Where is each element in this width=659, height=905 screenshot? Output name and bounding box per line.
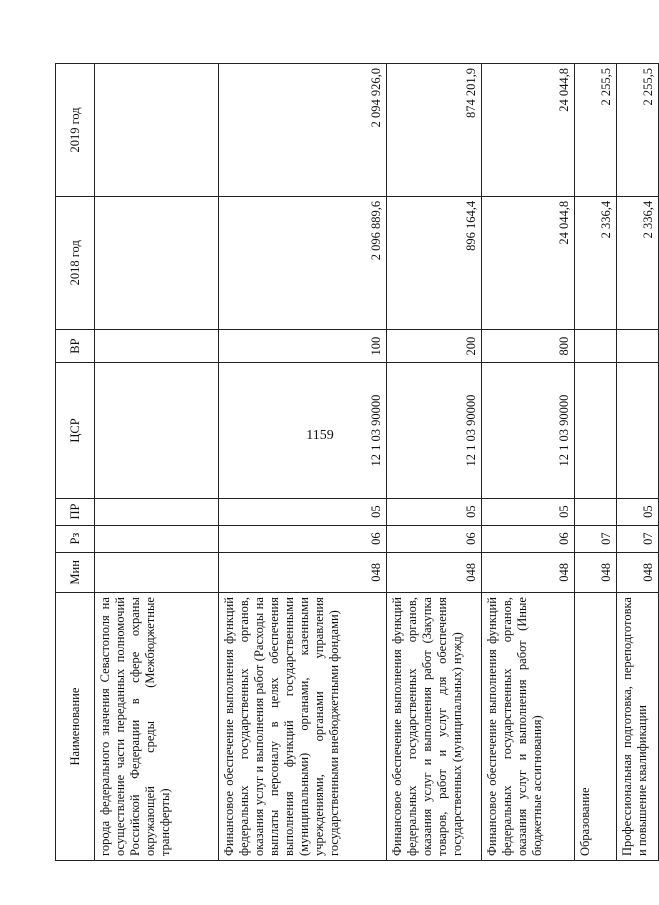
header-rz: Рз — [56, 525, 95, 552]
header-min: Мин — [56, 552, 95, 593]
cell-min: 048 — [219, 552, 387, 593]
cell-name: Образование — [575, 593, 617, 861]
header-name: Наименование — [56, 593, 95, 861]
table-row — [95, 64, 219, 861]
cell-csr — [575, 363, 617, 498]
cell-2019: 2 255,5 — [617, 64, 659, 197]
cell-csr — [95, 363, 219, 498]
cell-2019 — [95, 64, 219, 197]
cell-2019: 874 201,9 — [387, 64, 482, 197]
cell-pr: 05 — [219, 498, 387, 525]
table-row — [387, 64, 482, 861]
table-row — [575, 64, 617, 861]
cell-rz: 07 — [575, 525, 617, 552]
cell-vr — [617, 329, 659, 363]
cell-2018: 896 164,4 — [387, 196, 482, 329]
cell-vr: 200 — [387, 329, 482, 363]
cell-pr — [575, 498, 617, 525]
header-vr: ВР — [56, 329, 95, 363]
table-body — [95, 64, 659, 861]
cell-pr: 05 — [482, 498, 575, 525]
cell-name: города федерального значения Севастополя на осуществление части переданных полномочий Российской Федерации в сфере охраны окружающей среды (Межбюджетные трансферты) — [95, 593, 219, 861]
cell-2018: 24 044,8 — [482, 196, 575, 329]
cell-pr — [95, 498, 219, 525]
table-row — [617, 64, 659, 861]
cell-2018 — [95, 196, 219, 329]
header-2019: 2019 год — [56, 64, 95, 197]
cell-csr: 12 1 03 90000 — [219, 363, 387, 498]
cell-name: Профессиональная подготовка, переподготовка и повышение квалификации — [617, 593, 659, 861]
table-row — [219, 64, 387, 861]
cell-name: Финансовое обеспечение выполнения функций федеральных государственных органов, оказания услуг и выполнения работ (Расходы на выплаты персоналу в целях обеспечения выполнения функций государственными (муниципальными) органами, казенными учреждениями, органами управления государственными внебюджетными фондами) — [219, 593, 387, 861]
cell-rz: 06 — [387, 525, 482, 552]
table-row — [482, 64, 575, 861]
budget-table-container — [55, 63, 655, 861]
cell-min: 048 — [387, 552, 482, 593]
cell-pr: 05 — [387, 498, 482, 525]
cell-rz: 07 — [617, 525, 659, 552]
cell-rz — [95, 525, 219, 552]
cell-vr — [575, 329, 617, 363]
cell-rz: 06 — [219, 525, 387, 552]
cell-2019: 24 044,8 — [482, 64, 575, 197]
cell-2018: 2 336,4 — [617, 196, 659, 329]
cell-name: Финансовое обеспечение выполнения функций федеральных государственных органов, оказания услуг и выполнения работ (Закупка товаров, работ и услуг для обеспечения государственных (муниципальных) нужд) — [387, 593, 482, 861]
cell-min: 048 — [482, 552, 575, 593]
cell-min: 048 — [617, 552, 659, 593]
table-header — [56, 64, 95, 861]
cell-2019: 2 255,5 — [575, 64, 617, 197]
budget-table — [55, 63, 659, 861]
header-csr: ЦСР — [56, 363, 95, 498]
header-row — [56, 64, 95, 861]
rotated-page-content — [55, 63, 655, 861]
cell-csr: 12 1 03 90000 — [387, 363, 482, 498]
cell-min — [95, 552, 219, 593]
cell-csr — [617, 363, 659, 498]
header-pr: ПР — [56, 498, 95, 525]
cell-vr: 800 — [482, 329, 575, 363]
cell-vr — [95, 329, 219, 363]
cell-csr: 12 1 03 90000 — [482, 363, 575, 498]
cell-2018: 2 336,4 — [575, 196, 617, 329]
header-2018: 2018 год — [56, 196, 95, 329]
page-number: 1159 — [306, 428, 334, 443]
cell-rz: 06 — [482, 525, 575, 552]
cell-2018: 2 096 889,6 — [219, 196, 387, 329]
cell-vr: 100 — [219, 329, 387, 363]
cell-2019: 2 094 926,0 — [219, 64, 387, 197]
cell-min: 048 — [575, 552, 617, 593]
cell-name: Финансовое обеспечение выполнения функций федеральных государственных органов, оказания услуг и выполнения работ (Иные бюджетные ассигнования) — [482, 593, 575, 861]
cell-pr: 05 — [617, 498, 659, 525]
